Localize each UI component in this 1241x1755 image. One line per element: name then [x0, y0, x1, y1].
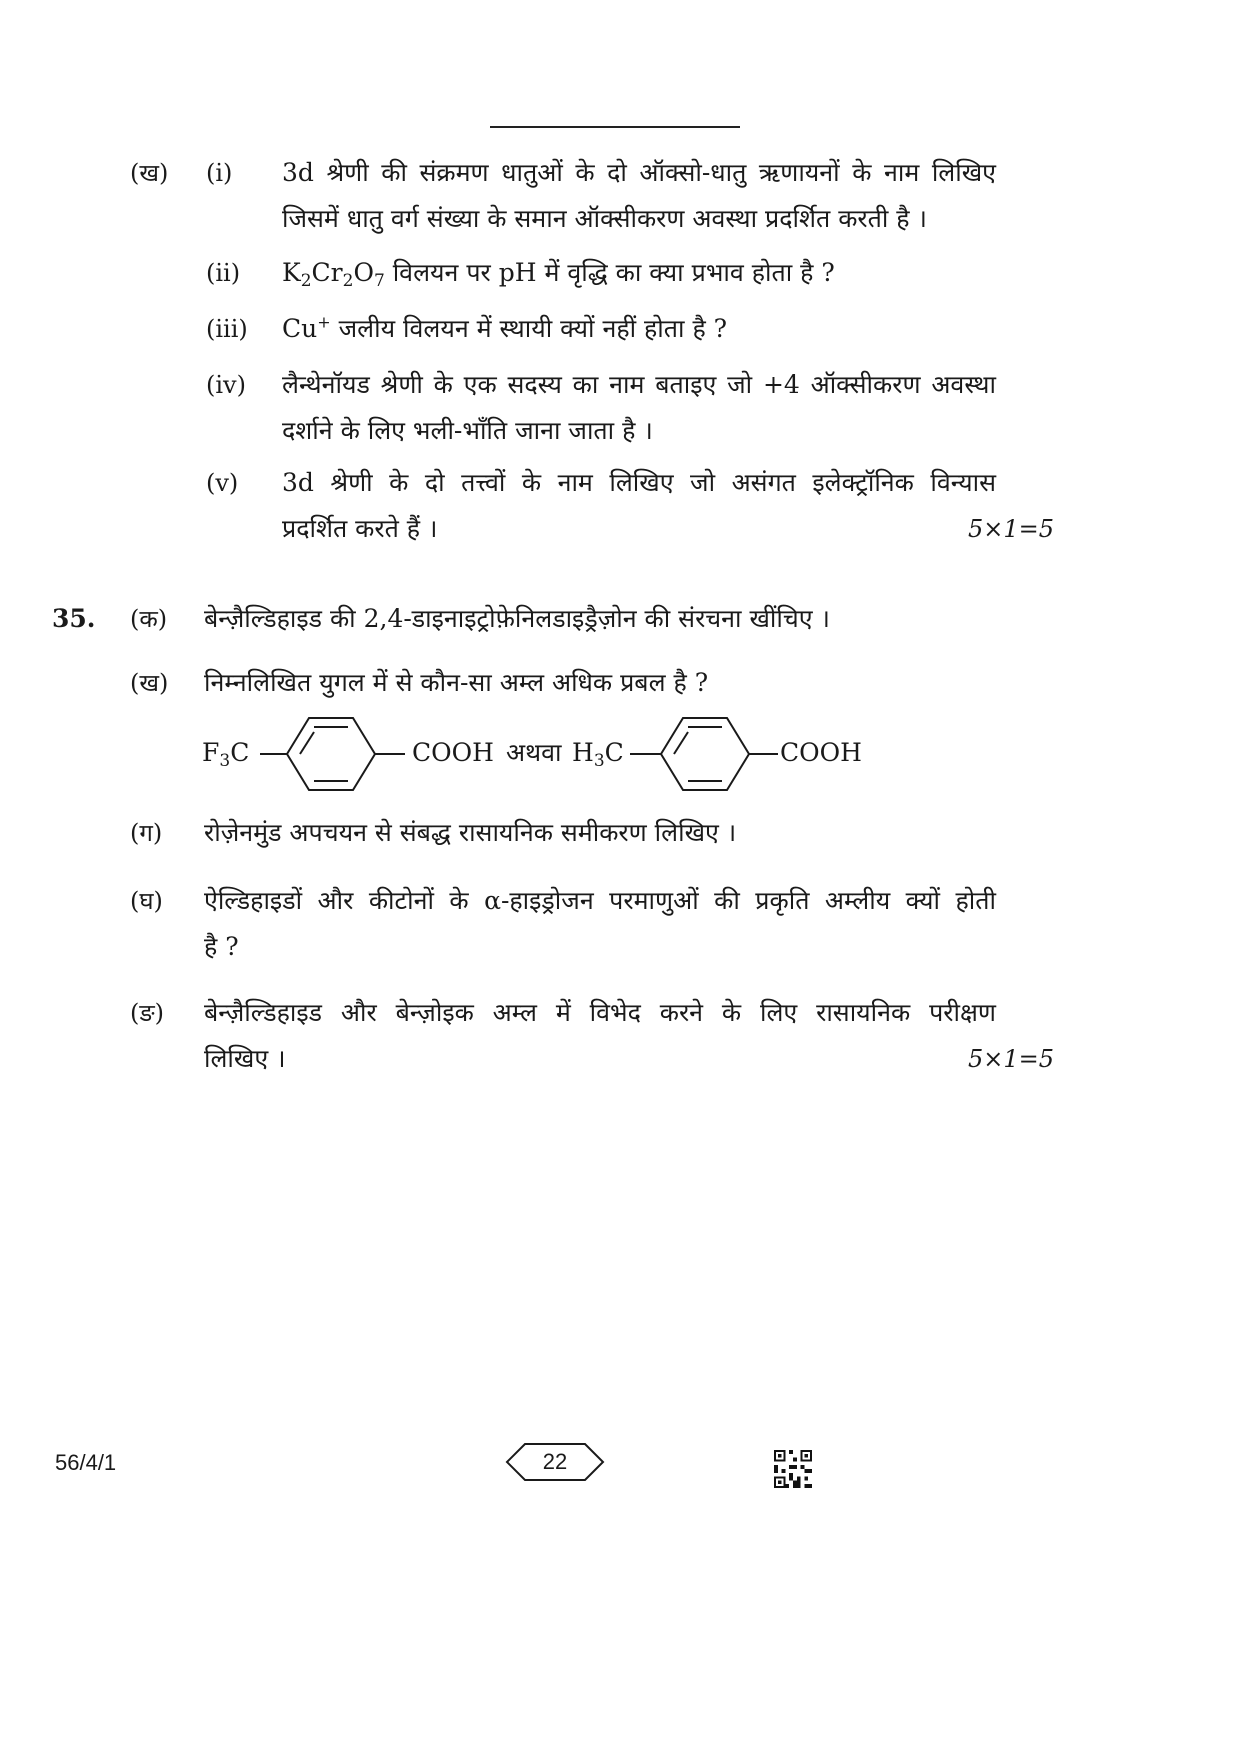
- right-substituent: $H_3C$: [572, 738, 624, 772]
- part-ga-text: रोज़ेनमुंड अपचयन से संबद्ध रासायनिक समीकरण लिखिए ।: [204, 818, 737, 847]
- right-cooh: COOH: [780, 738, 862, 767]
- part-kh-text: निम्नलिखित युगल में से कौन-सा अम्ल अधिक प्रबल है ?: [204, 668, 709, 697]
- item-iv-line1: लैन्थेनॉयड श्रेणी के एक सदस्य का नाम बताइए जो +4 ऑक्सीकरण अवस्था: [282, 370, 996, 399]
- part-ka-label: (क): [130, 605, 168, 633]
- item-iii-num: (iii): [206, 315, 248, 343]
- section-kh-label: (ख): [130, 159, 169, 187]
- item-ii-num: (ii): [206, 259, 241, 287]
- top-rule: [490, 126, 740, 128]
- page-number-badge: [505, 1442, 605, 1482]
- acid-structures: [200, 712, 880, 802]
- part-ka-text: बेन्ज़ैल्डिहाइड की 2,4-डाइनाइट्रोफ़ेनिलडाइड्रैज़ोन की संरचना खींचिए ।: [204, 604, 830, 633]
- item-i-line2: जिसमें धातु वर्ग संख्या के समान ऑक्सीकरण अवस्था प्रदर्शित करती है ।: [282, 204, 927, 233]
- part-gha-label: (घ): [130, 887, 163, 915]
- item-v-line2: प्रदर्शित करते हैं ।: [282, 514, 438, 543]
- part-ga-label: (ग): [130, 819, 163, 847]
- connector-word: अथवा: [506, 738, 562, 767]
- paper-code: 56/4/1: [55, 1450, 117, 1475]
- part-kh-label: (ख): [130, 669, 169, 697]
- item-ii-text: $K_2Cr_2O_7$ विलयन पर pH में वृद्धि का क्या प्रभाव होता है ?: [282, 258, 835, 292]
- item-v-num: (v): [206, 469, 239, 497]
- item-i-num: (i): [206, 159, 233, 187]
- part-nga-line2: लिखिए ।: [204, 1044, 286, 1073]
- q35-marks: 5×1=5: [967, 1045, 1054, 1073]
- page-number: 22: [542, 1449, 568, 1474]
- left-cooh: COOH: [412, 738, 494, 767]
- part-gha-line1: ऐल्डिहाइडों और कीटोनों के α-हाइड्रोजन परमाणुओं की प्रकृति अम्लीय क्यों होती: [204, 886, 996, 915]
- qr-code-icon: [774, 1450, 812, 1488]
- part-gha-line2: है ?: [204, 932, 239, 961]
- item-iv-line2: दर्शाने के लिए भली-भाँति जाना जाता है ।: [282, 416, 653, 445]
- item-iv-num: (iv): [206, 371, 246, 399]
- item-iii-text: Cu+ जलीय विलयन में स्थायी क्यों नहीं होता है ?: [282, 312, 728, 343]
- left-substituent: $F_3C$: [202, 738, 250, 772]
- item-v-line1: 3d श्रेणी के दो तत्त्वों के नाम लिखिए जो असंगत इलेक्ट्रॉनिक विन्यास: [282, 468, 996, 497]
- part-nga-line1: बेन्ज़ैल्डिहाइड और बेन्ज़ोइक अम्ल में विभेद करने के लिए रासायनिक परीक्षण: [204, 998, 996, 1027]
- item-i-line1: 3d श्रेणी की संक्रमण धातुओं के दो ऑक्सो-धातु ऋणायनों के नाम लिखिए: [282, 158, 996, 187]
- section-kh-marks: 5×1=5: [967, 515, 1054, 543]
- part-nga-label: (ङ): [130, 999, 165, 1027]
- question-number: 35.: [52, 604, 96, 633]
